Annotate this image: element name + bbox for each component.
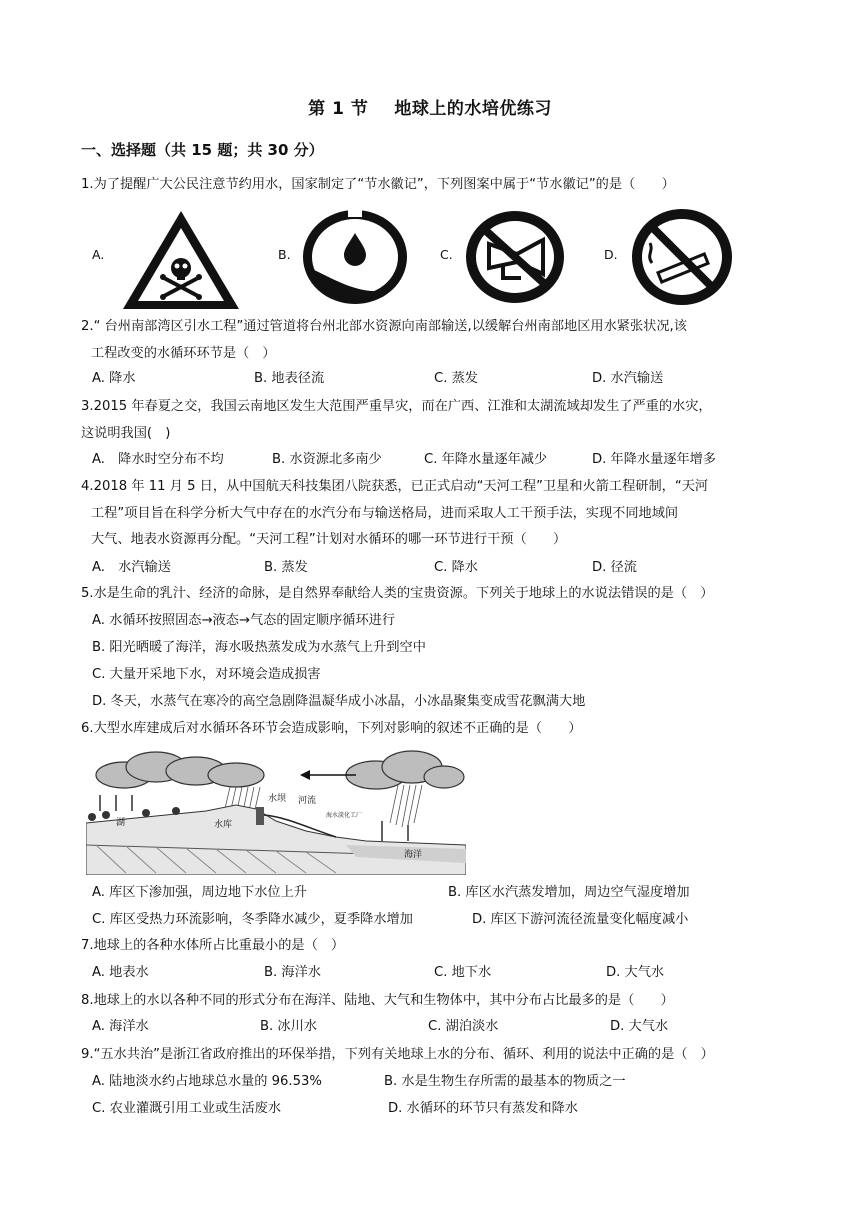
q3-line-1: 3.2015 年春夏之交，我国云南地区发生大范围严重旱灾，而在广西、江淮和太湖流域却发生了严重的水灾，	[81, 399, 712, 414]
q1-option-d: D.	[604, 247, 618, 262]
q2-line-2: 工程改变的水循环环节是（ ）	[91, 345, 276, 361]
q9-options-row1	[92, 1071, 792, 1093]
q6-option-d: D. 库区下游河流径流量变化幅度减小	[472, 912, 689, 927]
question-1-stem: 1.为了提醒广大公民注意节约用水，国家制定了“节水徽记”，下列图案中属于“节水徽记”的是（ ）	[81, 177, 675, 192]
q6-option-c: C. 库区受热力环流影响，冬季降水减少，夏季降水增加	[92, 912, 413, 927]
q2-option-a: A. 降水	[92, 371, 136, 386]
q7-option-c: C. 地下水	[434, 965, 492, 980]
q7-option-d: D. 大气水	[606, 965, 665, 980]
q9-option-d: D. 水循环的环节只有蒸发和降水	[388, 1101, 578, 1116]
q2-option-c: C. 蒸发	[434, 371, 478, 386]
q3-option-c: C. 年降水量逐年减少	[424, 452, 548, 467]
q9-options-row2	[92, 1098, 792, 1120]
q9-option-a: A. 陆地淡水约占地球总水量的 96.53%	[92, 1074, 322, 1089]
q4-option-b: B. 蒸发	[264, 560, 308, 575]
q6-option-a: A. 库区下渗加强，周边地下水位上升	[92, 885, 307, 900]
q4-option-c: C. 降水	[434, 560, 478, 575]
q4-line-3: 大气、地表水资源再分配。“天河工程”计划对水循环的哪一环节进行干预（ ）	[91, 532, 567, 547]
question-3-stem	[81, 394, 781, 447]
q7-option-a: A. 地表水	[92, 965, 149, 980]
title-text: 地球上的水培优练习	[394, 99, 552, 119]
reservoir-water-cycle-figure	[86, 745, 466, 875]
q5-option-b: B. 阳光晒暖了海洋，海水吸热蒸发成为水蒸气上升到空中	[92, 640, 426, 655]
q8-option-c: C. 湖泊淡水	[428, 1019, 499, 1034]
q3-options	[92, 449, 772, 471]
q8-option-d: D. 大气水	[610, 1019, 669, 1034]
q3-option-d: D. 年降水量逐年增多	[592, 452, 717, 467]
question-8-stem: 8.地球上的水以各种不同的形式分布在海洋、陆地、大气和生物体中，其中分布占比最多的是（ ）	[81, 993, 674, 1008]
figure-label-dam: 水坝	[268, 794, 287, 804]
q3-option-a: A. 降水时空分布不均	[92, 452, 224, 467]
water-drop-hand-icon	[300, 207, 410, 307]
question-5-stem: 5.水是生命的乳汁、经济的命脉，是自然界奉献给人类的宝贵资源。下列关于地球上的水说法错误的是（ ）	[81, 586, 714, 601]
q4-option-d: D. 径流	[592, 560, 637, 575]
q8-option-b: B. 冰川水	[260, 1019, 317, 1034]
q2-options	[92, 368, 772, 390]
section-number: 第 1 节	[308, 99, 369, 119]
question-2-stem	[81, 314, 781, 367]
q5-option-a: A. 水循环按照固态→液态→气态的固定顺序循环进行	[92, 613, 396, 628]
q7-option-b: B. 海洋水	[264, 965, 321, 980]
question-6-stem: 6.大型水库建成后对水循环各环节会造成影响，下列对影响的叙述不正确的是（ ）	[81, 721, 582, 736]
q1-option-c: C.	[440, 247, 453, 262]
question-4-stem	[81, 474, 781, 554]
q6-option-b: B. 库区水汽蒸发增加，周边空气湿度增加	[448, 885, 690, 900]
q4-option-a: A. 水汽输送	[92, 560, 171, 575]
q9-option-b: B. 水是生物生存所需的最基本的物质之一	[384, 1074, 626, 1089]
q5-option-d: D. 冬天，水蒸气在寒冷的高空急剧降温凝华成小冰晶，小冰晶聚集变成雪花飘满大地	[92, 694, 586, 709]
figure-label-river: 河流	[298, 796, 317, 806]
q2-line-1: 2.“ 台州南部湾区引水工程”通过管道将台州北部水资源向南部输送,以缓解台州南部地区用水紧张状况,该	[81, 319, 687, 334]
figure-label-reservoir: 水库	[214, 820, 233, 830]
q4-line-2: 工程”项目旨在科学分析大气中存在的水汽分布与输送格局，进而采取人工干预手法，实现不同地域间	[91, 505, 679, 521]
q8-option-a: A. 海洋水	[92, 1019, 149, 1034]
figure-label-ocean: 海洋	[404, 850, 423, 860]
q1-option-b: B.	[278, 247, 291, 262]
question-9-stem: 9.“五水共治”是浙江省政府推出的环保举措，下列有关地球上水的分布、循环、利用的说法中正确的是（ ）	[81, 1047, 714, 1062]
q4-options	[92, 557, 772, 579]
figure-label-desalination: 海水淡化工厂	[326, 812, 363, 819]
cloud-icon	[96, 751, 464, 789]
poison-warning-icon	[120, 208, 242, 312]
q2-option-d: D. 水汽输送	[592, 371, 664, 386]
page-title	[0, 94, 860, 119]
q5-option-c: C. 大量开采地下水，对环境会造成损害	[92, 667, 321, 682]
q4-line-1: 4.2018 年 11 月 5 日，从中国航天科技集团八院获悉，已正式启动“天河工程”卫星和火箭工程研制，“天河	[81, 479, 709, 494]
q3-option-b: B. 水资源北多南少	[272, 452, 382, 467]
figure-label-lake: 湖	[116, 818, 126, 828]
q3-line-2: 这说明我国( )	[81, 425, 171, 441]
q2-option-b: B. 地表径流	[254, 371, 325, 386]
no-smoking-icon	[630, 207, 734, 307]
q6-options-row1	[92, 882, 792, 904]
question-7-stem: 7.地球上的各种水体所占比重最小的是（ ）	[81, 938, 345, 953]
q7-options	[92, 962, 772, 984]
part-heading: 一、选择题（共 15 题；共 30 分）	[81, 141, 324, 159]
no-horn-icon	[463, 208, 567, 306]
q8-options	[92, 1016, 772, 1038]
q9-option-c: C. 农业灌溉引用工业或生活废水	[92, 1101, 282, 1116]
q6-options-row2	[92, 909, 792, 931]
q1-option-a: A.	[92, 247, 105, 262]
